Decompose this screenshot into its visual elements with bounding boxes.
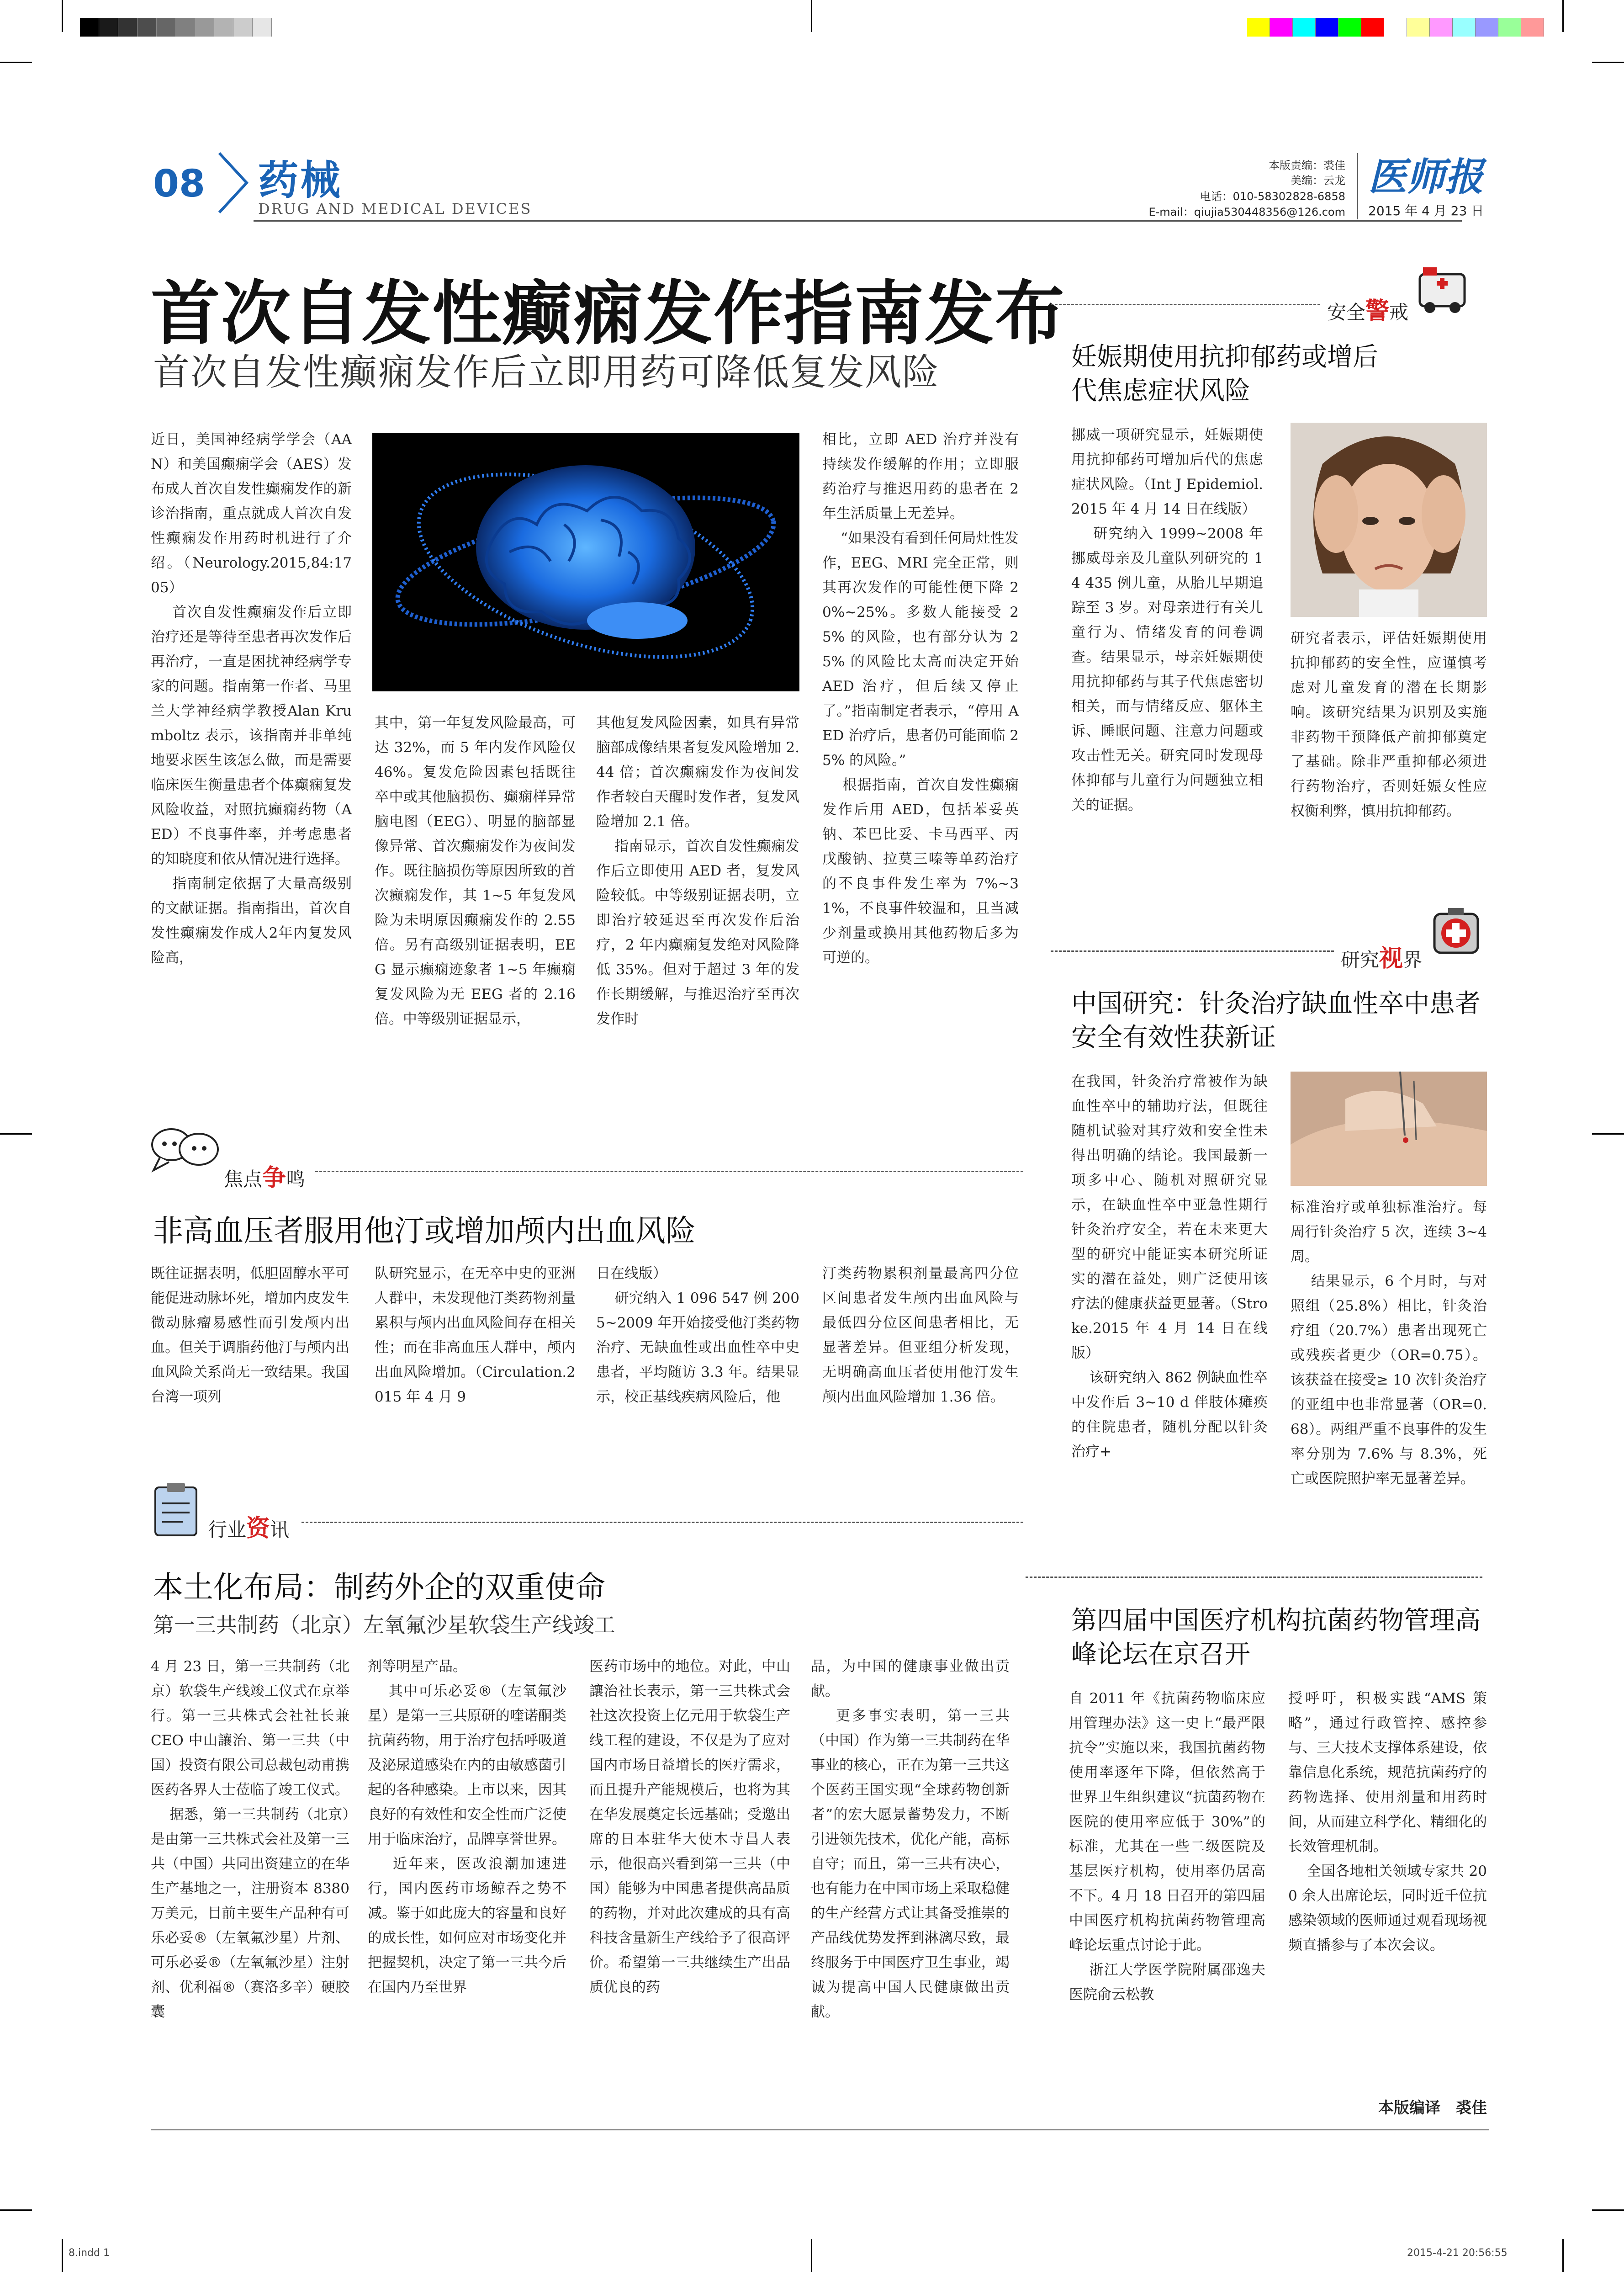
paper-name-logo: 医师报 <box>1368 154 1484 199</box>
woman-photo <box>1291 423 1487 617</box>
registration-color-bar <box>1247 18 1544 37</box>
ambulance-icon <box>1416 263 1469 315</box>
focus-column-4: 汀类药物累积剂量最高四分位区间患者发生颅内出血风险与最低四分位区间患者相比，无显著差异。但亚组分析发现，无明确高血压者使用他汀发生颅内出血风险增加 1.36 倍。 <box>822 1265 1019 1405</box>
registration-swatch <box>1384 18 1407 37</box>
tag-highlight: 视 <box>1379 945 1403 972</box>
industry-column-2: 剂等明星产品。 其中可乐必妥®（左氧氟沙星）是第一三共原研的喹诺酮类抗菌药物，用于治疗包括呼吸道及泌尿道感染在内的由敏感菌引起的各种感染。上市以来，因其良好的有效性和安全性而广泛使用于临床治疗，品牌享誉世界。 近年来，医改浪潮加速进行，国内医药市场鲸吞之势不减。鉴于如此庞大的容量和良好的成长性，如何应对市场变化并把握契机，决定了第一三共今后在国内乃至世界 <box>368 1658 567 1996</box>
registration-swatch <box>138 18 157 37</box>
forum-column-left: 自 2011 年《抗菌药物临床应用管理办法》这一史上“最严限抗令”实施以来，我国抗菌药物使用率逐年下降，但依然高于世界卫生组织建议“抗菌药物在医院的使用率应低于 30%”的标准，尤其在一些二级医院及基层医疗机构，使用率仍居高不下。4 月 18 日召开的第四届中国医疗机构抗菌药物管理高峰论坛重点讨论于此。 浙江大学医学院附属邵逸夫医院俞云松教 <box>1069 1690 1265 2003</box>
registration-swatch <box>253 18 272 37</box>
registration-swatch <box>1407 18 1430 37</box>
registration-swatch <box>1430 18 1453 37</box>
crop-mark <box>0 62 32 63</box>
registration-swatch <box>80 18 99 37</box>
registration-swatch <box>1338 18 1361 37</box>
registration-swatch <box>233 18 253 37</box>
industry-column-4: 品，为中国的健康事业做出贡献。 更多事实表明，第一三共（中国）作为第一三共制药在华事业的核心，正在为第一三共这个医药王国实现“全球药物创新者”的宏大愿景蓄势发力，不断引进领先技术，优化产能，高标自守；而且，第一三共有决心，也有能力在中国市场上采取稳健的生产经营方式让其备受推崇的产品线优势发挥到淋漓尽致，最终服务于中国医疗卫生事业，竭诚为提高中国人民健康做出贡献。 <box>811 1658 1010 2020</box>
right1-column-right: 研究者表示，评估妊娠期使用抗抑郁药的安全性，应谨慎考虑对儿童发育的潜在长期影响。该研究结果为识别及实施非药物干预降低产前抑郁奠定了基础。除非严重抑郁必须进行药物治疗，否则妊娠女性应权衡利弊，慎用抗抑郁药。 <box>1291 630 1487 819</box>
registration-swatch <box>157 18 176 37</box>
crop-mark <box>0 2209 32 2211</box>
registration-swatch <box>195 18 214 37</box>
research-tag-label: 研究视界 <box>1341 945 1423 972</box>
right2-column-right: 标准治疗或单独标准治疗。每周行针灸治疗 5 次，连续 3~4 周。 结果显示，6 个月时，与对照组（25.8%）相比，针灸治疗组（20.7%）患者出现死亡或残疾者更少（OR=0.75）。该获益在接受≥ 10 次针灸治疗的亚组中也非常显著（OR=0.68）。两组严重不良事件的发生率分别为 7.6% 与 8.3%，死亡或医院照护率无显著差异。 <box>1291 1199 1487 1487</box>
section-divider <box>1051 304 1320 305</box>
industry-tag <box>208 1509 289 1543</box>
section-divider <box>302 1522 1023 1523</box>
right1-column-left: 挪威一项研究显示，妊娠期使用抗抑郁药可增加后代的焦虑症状风险。（Int J Epidemiol.2015 年 4 月 14 日在线版） 研究纳入 1999~2008 年挪威母亲及儿童队列研究的 14 435 例儿童，从胎儿早期追踪至 3 岁。对母亲进行有关儿童行为、情绪发育的问卷调查。结果显示，母亲妊娠期使用抗抑郁药与其子代焦虑密切相关，而与情绪反应、躯体主诉、睡眠问题、注意力问题或攻击性无关。研究同时发现母体抑郁与儿童行为问题独立相关的证据。 <box>1071 427 1263 813</box>
art-credit: 美编：云龙 <box>1291 174 1345 187</box>
crop-mark <box>1562 0 1564 32</box>
section-divider <box>1051 950 1334 952</box>
industry-column-3: 医药市场中的地位。对此，中山讓治社长表示，第一三共株式会社这次投资上亿元用于软袋生产线工程的建设，不仅是为了应对国内市场日益增长的医疗需求，而且提升产能规模后，也将为其在华发展奠定长远基础；受邀出席的日本驻华大使木寺昌人表示，他很高兴看到第一三共（中国）能够为中国患者提供高品质的药物，并对此次建成的具有高科技含量新生产线给予了很高评价。希望第一三共继续生产出品质优良的药 <box>589 1658 790 1996</box>
industry-headline: 本土化布局：制药外企的双重使命 <box>153 1570 605 1605</box>
page-number: 08 <box>153 162 206 206</box>
registration-swatch <box>1521 18 1544 37</box>
right2-headline: 中国研究：针灸治疗缺血性卒中患者安全有效性获新证 <box>1071 989 1481 1052</box>
lead-column-3: 其他复发风险因素，如具有异常脑部成像结果者复发风险增加 2.44 倍；首次癫痫发作为夜间发作者较白天醒时发作者，复发风险增加 2.1 倍。 指南显示，首次自发性癫痫发作后立即使用 AED 者，复发风险较低。中等级别证据表明，立即治疗较延迟至再次发作后治疗，2 年内癫痫复发绝对风险降低 35%。但对于超过 3 年的发作长期缓解，与推迟治疗至再次发作时 <box>596 715 799 1027</box>
brain-image <box>372 433 799 691</box>
crop-mark <box>62 0 63 32</box>
lead-column-1: 近日，美国神经病学学会（AAN）和美国癫痫学会（AES）发布成人首次自发性癫痫发作的新诊治指南，重点就成人首次自发性癫痫发作用药时机进行了介绍。（Neurology.2015,84:1705） 首次自发性癫痫发作后立即治疗还是等待至患者再次发作后再治疗，一直是困扰神经病学专家的问题。指南第一作者、马里兰大学神经病学教授Alan Krumboltz 表示，该指南并非单纯地要求医生该怎么做，而是需要临床医生衡量患者个体癫痫复发风险收益，对照抗癫痫药物（AED）不良事件率，并考虑患者的知晓度和依从情况进行选择。 指南制定依据了大量高级别的文献证据。指南指出，首次自发性癫痫发作成人2年内复发风险高， <box>151 431 352 966</box>
registration-swatch <box>1247 18 1270 37</box>
issue-date: 2015 年 4 月 23 日 <box>1368 203 1484 218</box>
phone-info: 电话：010-58302828-6858 <box>1200 190 1345 203</box>
crop-mark <box>1562 2239 1564 2272</box>
print-timestamp: 2015-4-21 20:56:55 <box>1407 2247 1508 2259</box>
tag-highlight: 警 <box>1365 297 1390 325</box>
editor-credit: 本版责编：裘佳 <box>1269 159 1345 172</box>
industry-tag-label: 行业资讯 <box>208 1515 290 1542</box>
tag-highlight: 争 <box>262 1164 286 1192</box>
right1-headline: 妊娠期使用抗抑郁药或增后代焦虑症状风险 <box>1071 342 1378 406</box>
section-divider <box>315 1171 1023 1172</box>
masthead-divider <box>1357 153 1358 219</box>
industry-column-1: 4 月 23 日，第一三共制药（北京）软袋生产线竣工仪式在京举行。第一三共株式会社社长兼 CEO 中山讓治、第一三共（中国）投资有限公司总裁包动甫携医药各界人士莅临了竣工仪式。 据悉，第一三共制药（北京）是由第一三共株式会社及第一三共（中国）共同出资建立的在华生产基地之一，注册资本 8380 万美元，目前主要生产品种有可乐必妥®（左氧氟沙星）片剂、可乐必妥®（左氧氟沙星）注射剂、优利福®（赛洛多辛）硬胶囊 <box>151 1658 349 2020</box>
registration-swatch <box>118 18 138 37</box>
crop-mark <box>0 1133 32 1135</box>
focus-tag-label: 焦点争鸣 <box>224 1164 306 1192</box>
registration-swatch <box>1361 18 1384 37</box>
section-title: 药械 <box>258 157 343 204</box>
speech-bubbles-icon <box>146 1122 224 1177</box>
registration-swatch <box>1270 18 1293 37</box>
crop-mark <box>811 0 812 32</box>
registration-swatch <box>1316 18 1338 37</box>
registration-swatch <box>1498 18 1521 37</box>
lead-column-4: 相比，立即 AED 治疗并没有持续发作缓解的作用；立即服药治疗与推迟用药的患者在 2 年生活质量上无差异。 “如果没有看到任何局灶性发作，EEG、MRI 完全正常，则其再次发作的可能性便下降 20%~25%。多数人能接受 25% 的风险，也有部分认为 25% 的风险比太高而决定开始 AED 治疗，但后续又停止了。”指南制定者表示，“停用 AED 治疗后，患者仍可能面临 25% 的风险。” 根据指南，首次自发性癫痫发作后用 AED，包括苯妥英钠、苯巴比妥、卡马西平、丙戊酸钠、拉莫三嗪等单药治疗的不良事件发生率为 7%~31%，不良事件较温和，且当减少剂量或换用其他药物后多为可逆的。 <box>822 431 1019 966</box>
right2-column-left: 在我国，针灸治疗常被作为缺血性卒中的辅助疗法，但既往随机试验对其疗效和安全性未得出明确的结论。我国最新一项多中心、随机对照研究显示，在缺血性卒中亚急性期行针灸治疗安全，若在未来更大型的研究中能证实本研究所证实的潜在益处，则广泛使用该疗法的健康获益更显著。（Stroke.2015 年 4 月 14 日在线版） 该研究纳入 862 例缺血性卒中发作后 3~10 d 伴肢体瘫痪的住院患者，随机分配以针灸治疗+ <box>1071 1073 1268 1460</box>
registration-gray-bar <box>80 18 272 37</box>
tag-highlight: 资 <box>246 1515 270 1542</box>
research-tag <box>1341 939 1422 973</box>
forum-column-right: 授呼吁，积极实践“AMS 策略”，通过行政管控、感控参与、三大技术支撑体系建设，依靠信息化系统，规范抗菌药疗的药物选择、使用剂量和用药时间，从而建立科学化、精细化的长效管理机制。 全国各地相关领域专家共 200 余人出席论坛，同时近千位抗感染领域的医师通过观看现场视频直播参与了本次会议。 <box>1288 1690 1487 1953</box>
lead-column-2: 其中，第一年复发风险最高，可达 32%，而 5 年内发作风险仅 46%。复发危险因素包括既往卒中或其他脑损伤、癫痫样异常脑电图（EEG）、明显的脑部显像异常、首次癫痫发作为夜间发作。既往脑损伤等原因所致的首次癫痫发作，其 1~5 年复发风险为未明原因癫痫发作的 2.55 倍。另有高级别证据表明，EEG 显示癫痫迹象者 1~5 年癫痫复发风险为无 EEG 者的 2.16 倍。中等级别证据显示， <box>375 715 580 1027</box>
focus-headline: 非高血压者服用他汀或增加颅内出血风险 <box>153 1213 696 1248</box>
focus-column-1: 既往证据表明，低胆固醇水平可能促进动脉坏死，增加内皮发生微动脉瘤易感性而引发颅内出血。但关于调脂药他汀与颅内出血风险关系尚无一致结果。我国台湾一项列 <box>151 1265 349 1405</box>
registration-swatch <box>1453 18 1476 37</box>
acupuncture-photo <box>1291 1072 1487 1186</box>
crop-mark <box>62 2239 63 2272</box>
safety-tag <box>1327 292 1408 326</box>
crop-mark <box>811 2239 812 2272</box>
registration-swatch <box>176 18 195 37</box>
file-name: 8.indd 1 <box>69 2247 110 2259</box>
registration-swatch <box>99 18 118 37</box>
crop-mark <box>1592 62 1624 63</box>
lead-subhead: 首次自发性癫痫发作后立即用药可降低复发风险 <box>153 351 940 393</box>
chevron-right-icon <box>215 151 251 215</box>
header-rule <box>254 220 1462 222</box>
registration-swatch <box>214 18 233 37</box>
crop-mark <box>1592 2209 1624 2211</box>
lead-headline: 首次自发性癫痫发作指南发布 <box>151 273 1065 354</box>
medical-cross-icon <box>1432 907 1480 957</box>
clipboard-icon <box>151 1481 201 1538</box>
focus-column-3: 日在线版） 研究纳入 1 096 547 例 2005~2009 年开始接受他汀类药物治疗、无缺血性或出血性卒中史患者，平均随访 3.3 年。结果显示，校正基线疾病风险后，他 <box>596 1265 799 1405</box>
forum-headline: 第四届中国医疗机构抗菌药物管理高峰论坛在京召开 <box>1071 1606 1481 1669</box>
focus-tag <box>224 1158 305 1193</box>
footer-rule <box>151 2129 1489 2130</box>
focus-column-2: 队研究显示，在无卒中史的亚洲人群中，未发现他汀类药物剂量累积与颅内出血风险间存在相关性；而在非高血压人群中，颅内出血风险增加。（Circulation.2015 年 4 月 9 <box>375 1265 576 1405</box>
crop-mark <box>1592 1133 1624 1135</box>
email-info: E-mail：qiujia530448356@126.com <box>1148 206 1345 218</box>
registration-swatch <box>1476 18 1498 37</box>
industry-subhead: 第一三共制药（北京）左氧氟沙星软袋生产线竣工 <box>153 1613 615 1637</box>
safety-tag-label: 安全警戒 <box>1327 297 1409 325</box>
section-subtitle: DRUG AND MEDICAL DEVICES <box>258 200 532 218</box>
section-divider <box>1026 1577 1482 1578</box>
registration-swatch <box>1293 18 1316 37</box>
byline: 本版编译 裘佳 <box>1378 2099 1487 2117</box>
